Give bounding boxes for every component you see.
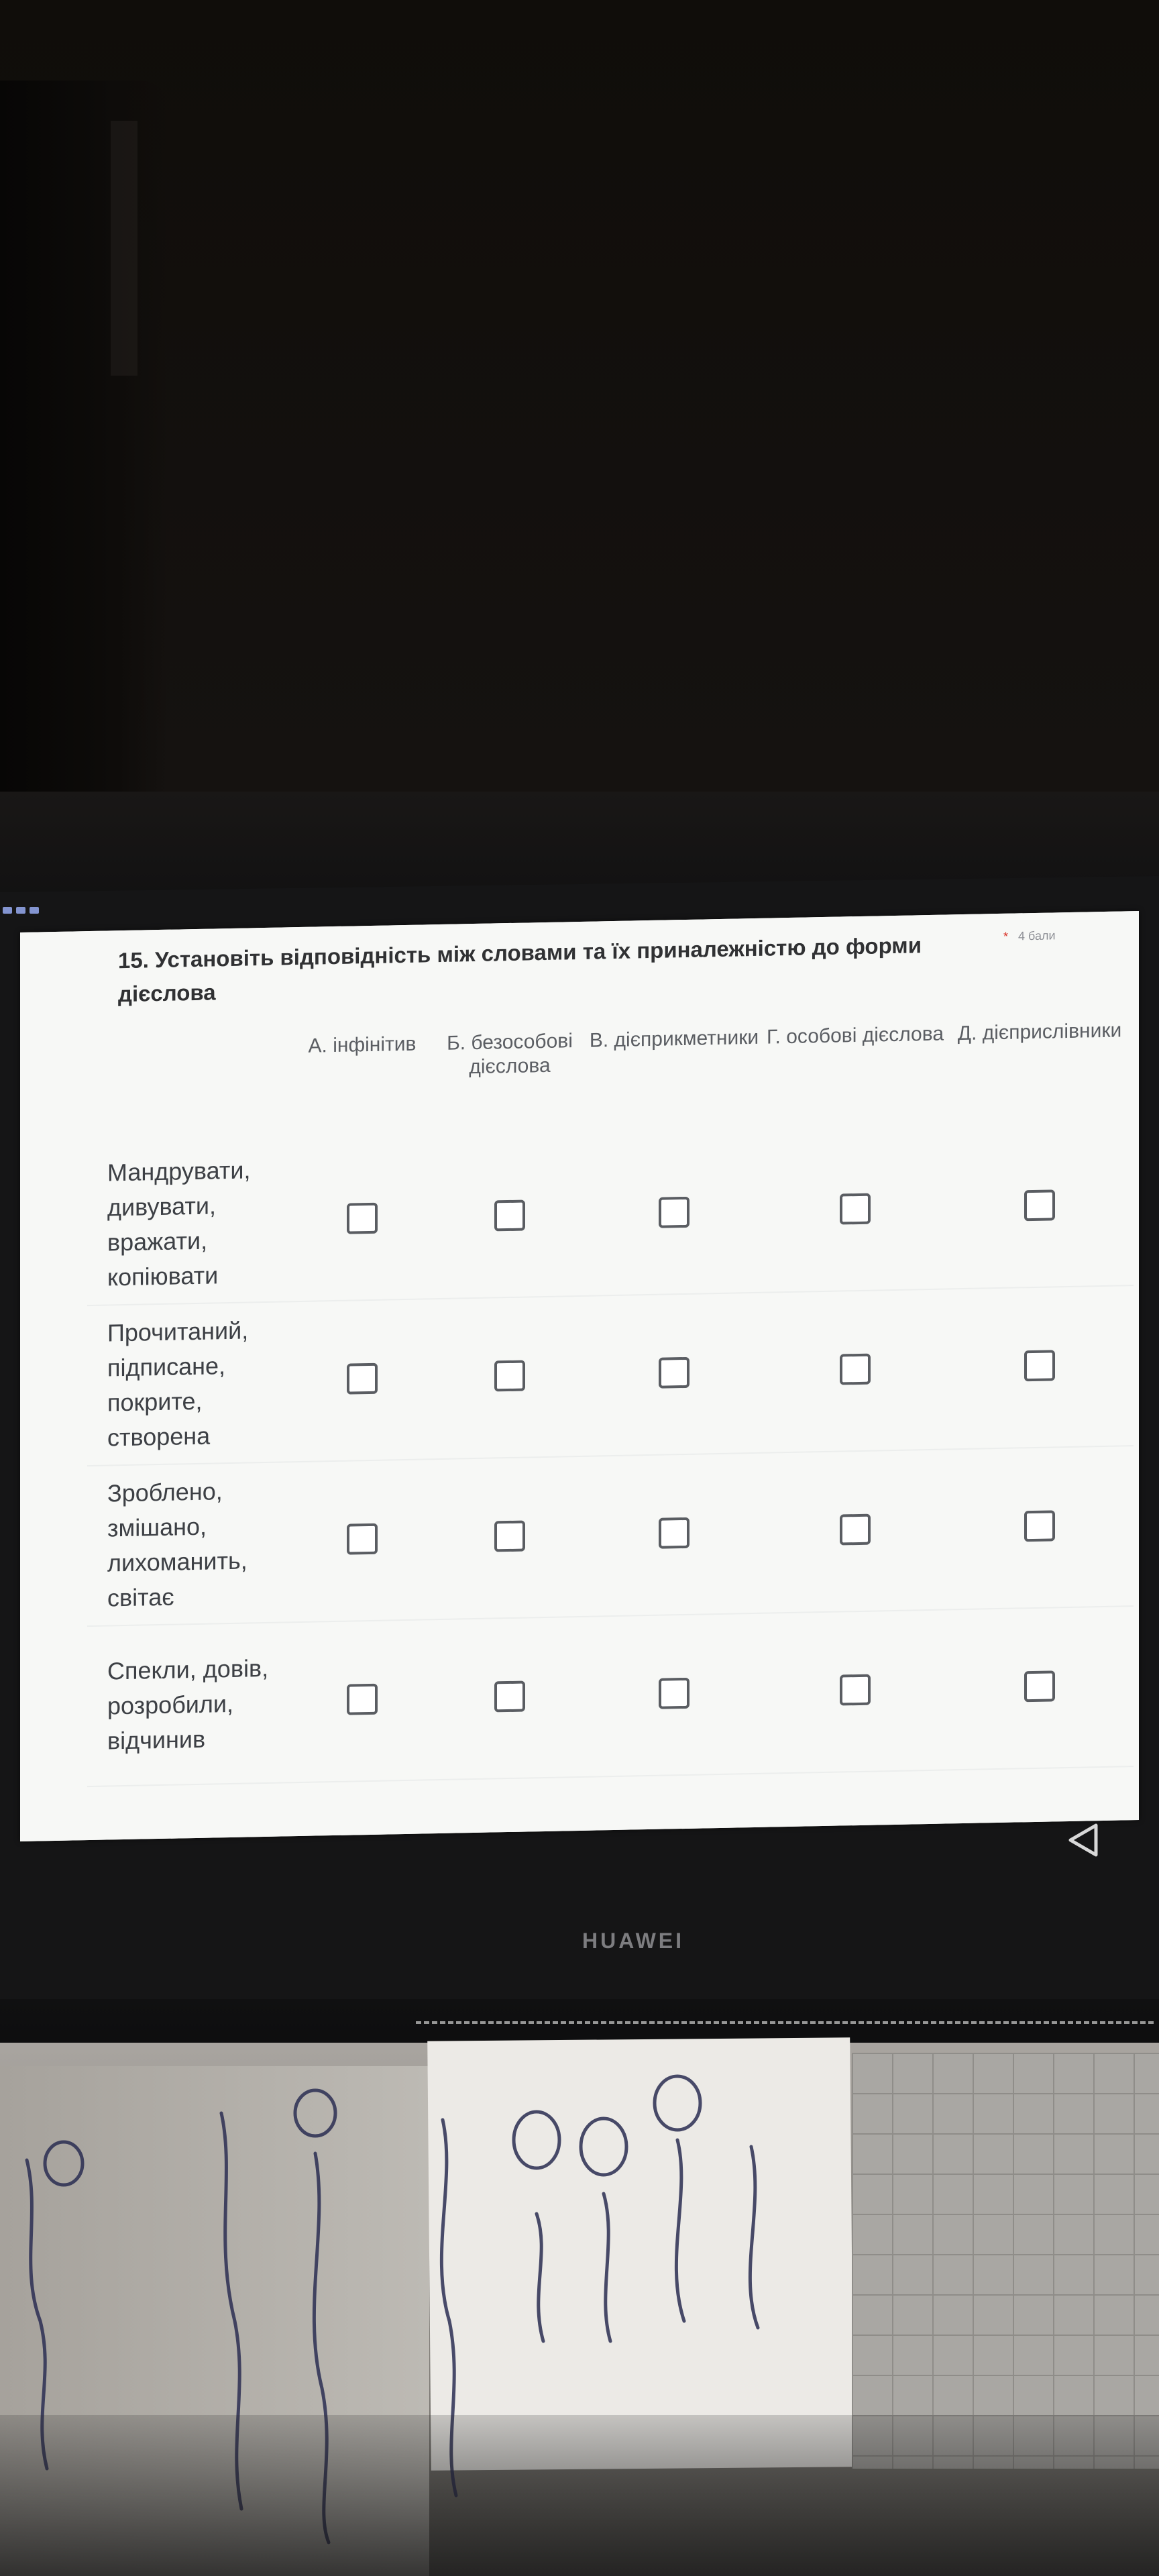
- question-title: 15. Установіть відповідність між словами та їх приналежністю до форми дієслова: [118, 932, 922, 1007]
- points-label: 4 бали: [1018, 928, 1056, 943]
- cell: [436, 1617, 584, 1780]
- scribble-circle: [45, 2142, 82, 2185]
- status-bar: [0, 900, 150, 920]
- checkbox-row3-g[interactable]: [840, 1514, 871, 1546]
- cell: [288, 1619, 436, 1782]
- question-card: [20, 911, 1139, 1841]
- cell: [946, 1446, 1134, 1609]
- checkbox-row3-a[interactable]: [347, 1523, 378, 1555]
- cell: [584, 1293, 765, 1456]
- checkbox-row2-d[interactable]: [1024, 1350, 1055, 1381]
- checkbox-row4-a[interactable]: [347, 1684, 378, 1715]
- scribble-circle: [655, 2076, 700, 2130]
- battery-icon: [30, 907, 39, 914]
- cell: [584, 1453, 765, 1617]
- row-label: Прочитаний, підписане, покрите, створена: [87, 1301, 288, 1466]
- checkbox-row1-g[interactable]: [840, 1193, 871, 1225]
- checkbox-row1-d[interactable]: [1024, 1189, 1055, 1221]
- scribble-stroke: [676, 2140, 684, 2321]
- scribble-circle: [295, 2090, 335, 2136]
- cell: [765, 1610, 946, 1774]
- checkbox-row1-b[interactable]: [494, 1200, 525, 1232]
- cell: [765, 1130, 946, 1293]
- back-triangle-icon[interactable]: [1066, 1821, 1100, 1859]
- checkbox-row4-d[interactable]: [1024, 1670, 1055, 1702]
- table-row: [87, 1606, 1134, 1786]
- points-indicator: [1003, 928, 1056, 943]
- cell: [288, 1139, 436, 1301]
- checkbox-row3-b[interactable]: [494, 1521, 525, 1552]
- column-header-b: Б. безособові дієслова: [447, 1030, 573, 1079]
- grid-header-row: [87, 1005, 1134, 1146]
- navigation-bar: [0, 1831, 1159, 1905]
- cell: [288, 1459, 436, 1622]
- cell: [946, 1126, 1134, 1289]
- checkbox-row2-a[interactable]: [347, 1363, 378, 1395]
- column-header-g: Г. особові дієслова: [766, 1022, 944, 1049]
- cell: [946, 1606, 1134, 1770]
- ruler-dashes: [416, 2021, 1154, 2024]
- scribble-stroke: [537, 2214, 543, 2341]
- cell: [584, 1133, 765, 1296]
- checkbox-row4-g[interactable]: [840, 1674, 871, 1706]
- scribble-circle: [514, 2112, 559, 2168]
- cell: [436, 1296, 584, 1459]
- required-star: *: [1003, 929, 1009, 943]
- table-row: [87, 1285, 1134, 1466]
- table-row: [87, 1446, 1134, 1626]
- cell: [288, 1299, 436, 1462]
- scribble-stroke: [604, 2194, 610, 2341]
- scribble-circle: [581, 2118, 626, 2175]
- grid-corner: [87, 1021, 288, 1146]
- row-label: Спекли, довів, розробили, відчинив: [87, 1622, 288, 1786]
- device-brand-logo: HUAWEI: [582, 1929, 684, 1953]
- cell: [946, 1285, 1134, 1449]
- column-header-a: А. інфінітив: [308, 1032, 417, 1057]
- answer-grid: [87, 1005, 1134, 1787]
- checkbox-row2-b[interactable]: [494, 1360, 525, 1392]
- column-header-d: Д. дієприслівники: [957, 1019, 1122, 1045]
- row-label: Мандрувати, дивувати, вражати, копіювати: [87, 1142, 288, 1305]
- cell: [436, 1136, 584, 1299]
- column-header-v: В. дієприкметники: [589, 1026, 759, 1052]
- cell: [584, 1613, 765, 1777]
- checkbox-row2-v[interactable]: [659, 1357, 689, 1389]
- scribble-stroke: [750, 2147, 758, 2328]
- background-shadow: [0, 80, 168, 872]
- cell: [436, 1456, 584, 1619]
- cell: [765, 1289, 946, 1453]
- checkbox-row1-a[interactable]: [347, 1203, 378, 1234]
- wifi-icon: [16, 907, 25, 914]
- signal-icon: [3, 907, 12, 914]
- foreground-glass: [0, 2415, 1159, 2576]
- table-row: [87, 1126, 1134, 1305]
- checkbox-row2-g[interactable]: [840, 1354, 871, 1385]
- background-object: [111, 121, 137, 376]
- checkbox-row3-v[interactable]: [659, 1517, 689, 1549]
- tablet-screen: [20, 911, 1139, 1841]
- row-label: Зроблено, змішано, лихоманить, світає: [87, 1462, 288, 1626]
- checkbox-row4-b[interactable]: [494, 1681, 525, 1713]
- checkbox-row4-v[interactable]: [659, 1678, 689, 1709]
- checkbox-row3-d[interactable]: [1024, 1510, 1055, 1542]
- cell: [765, 1450, 946, 1613]
- checkbox-row1-v[interactable]: [659, 1197, 689, 1228]
